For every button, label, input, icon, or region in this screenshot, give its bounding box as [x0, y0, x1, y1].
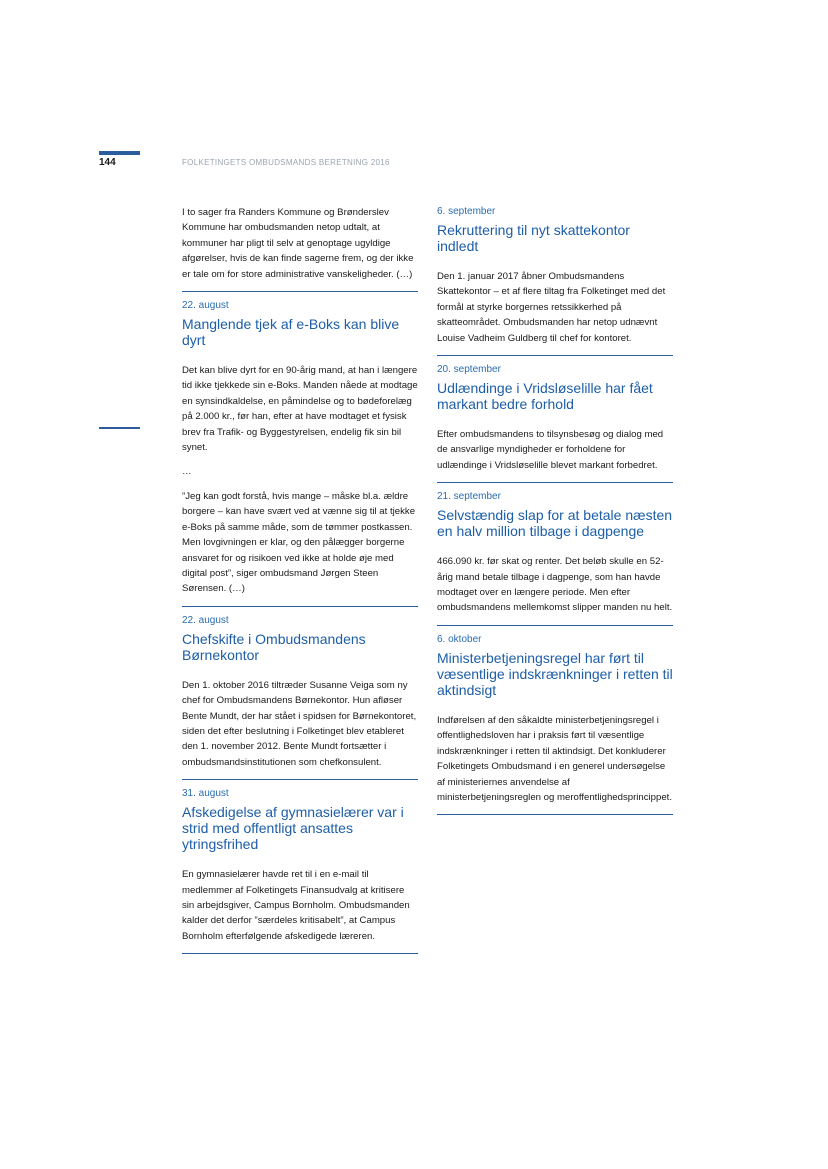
article-paragraph: En gymnasielærer havde ret til i en e-mail til medlemmer af Folketingets Finansudvalg at kritisere sin arbejdsgiver, Campus Bornholm. Ombudsmanden kalder det derfor ”særdeles kritisabelt”, at Campus Bornholm efterfølgende afskedigede læreren. [182, 869, 410, 942]
article-headline: Selvstændig slap for at betale næsten en halv million tilbage i dagpenge [437, 507, 673, 540]
article [437, 633, 673, 805]
divider [437, 814, 673, 815]
article [437, 205, 673, 346]
article-paragraph: 466.090 kr. før skat og renter. Det beløb skulle en 52-årig mand betale tilbage i dagpenge, som han havde modtaget over en længere periode. Men efter ombudsmandens mellemkomst slipper manden nu helt. [437, 556, 673, 614]
article-date: 22. august [182, 300, 229, 312]
article-date: 31. august [182, 788, 229, 800]
article-paragraph: ”Jeg kan godt forstå, hvis mange – måske bl.a. ældre borgere – kan have svært ved at vænne sig til at tjekke e-Boks på samme måde, som de tømmer postkassen. Men lovgivningen er klar, og den pålægger borgerne ansvaret for og risikoen ved ikke at holde øje med digital post”, siger ombudsmand Jørgen Steen Sørensen. (…) [182, 490, 416, 595]
article-paragraph: Indførelsen af den såkaldte ministerbetjeningsregel i offentlighedsloven har i praksis ført til væsentlige indskrænkninger i retten til aktindsigt. Det konkluderer Folketingets Ombudsmand i en generel undersøgelse af ministeriernes anvendelse af ministerbetjeningsreglen og meroffentlighedsprincippet. [437, 714, 673, 803]
article [182, 614, 418, 770]
divider [437, 355, 673, 356]
divider [182, 953, 418, 954]
article-date: 20. september [437, 364, 501, 376]
article-ellipsis: … [182, 466, 192, 478]
divider [437, 625, 673, 626]
article-date: 22. august [182, 614, 229, 626]
article-headline: Afskedigelse af gymnasielærer var i strid med offentligt ansattes ytringsfrihed [182, 804, 404, 853]
article [182, 299, 418, 597]
article-headline: Udlændinge i Vridsløselille har fået markant bedre forhold [437, 380, 653, 413]
article [437, 363, 673, 473]
article-date: 6. september [437, 206, 496, 217]
article-date: 21. september [437, 491, 501, 503]
intro-paragraph: I to sager fra Randers Kommune og Brønderslev Kommune har ombudsmanden netop udtalt, at kommuner har pligt til selv at genoptage ugyldige afgørelser, hvis de kan finde sagerne frem, og der ikke er tale om for store administrative vanskeligheder. (…) [182, 207, 414, 280]
article [437, 490, 673, 616]
running-title: FOLKETINGETS OMBUDSMANDS BERETNING 2016 [182, 158, 390, 167]
article-headline: Ministerbetjeningsregel har ført til væsentlige indskrænkninger i retten til aktindsigt [437, 649, 673, 698]
page-number: 144 [99, 157, 116, 168]
divider [182, 291, 418, 292]
article [182, 787, 418, 944]
divider [437, 482, 673, 483]
article-paragraph: Den 1. oktober 2016 tiltræder Susanne Veiga som ny chef for Ombudsmandens Børnekontor. Hun afløser Bente Mundt, der har stået i spidsen for Børnekontoret, siden det efter beslutning i Folketinget blev etableret den 1. november 2012. Bente Mundt fortsætter i ombudsmandsinstitutionen som chefkonsulent. [182, 679, 417, 768]
margin-marker [99, 427, 140, 429]
right-column [437, 205, 673, 822]
left-column [182, 205, 418, 961]
divider [182, 606, 418, 607]
article-paragraph: Efter ombudsmandens to tilsynsbesøg og dialog med de ansvarlige myndigheder er forholdene for udlændinge i Vridsløselille blevet markant forbedret. [437, 429, 664, 471]
article-headline: Rekruttering til nyt skattekontor indledt [437, 222, 630, 254]
article-headline: Manglende tjek af e-Boks kan blive dyrt [182, 316, 400, 349]
divider [182, 779, 418, 780]
article-paragraph: Det kan blive dyrt for en 90-årig mand, at han i længere tid ikke tjekkede sin e-Boks. Manden nåede at modtage en synsindkaldelse, en påmindelse og to bødeforelæg på 2.000 kr., før han, efter at have modtaget et fysisk brev fra Trafik- og Byggestyrelsen, endelig fik sin bil synet. [182, 365, 418, 454]
article-headline: Chefskifte i Ombudsmandens Børnekontor [182, 630, 366, 663]
page-number-bar [99, 151, 140, 155]
article-date: 6. oktober [437, 633, 482, 645]
article-paragraph: Den 1. januar 2017 åbner Ombudsmandens Skattekontor – et af flere tiltag fra Folketinget med det formål at styrke borgernes retssikkerhed på skatteområdet. Ombudsmanden har netop udnævnt Louise Vadheim Guldberg til chef for kontoret. [437, 271, 666, 344]
